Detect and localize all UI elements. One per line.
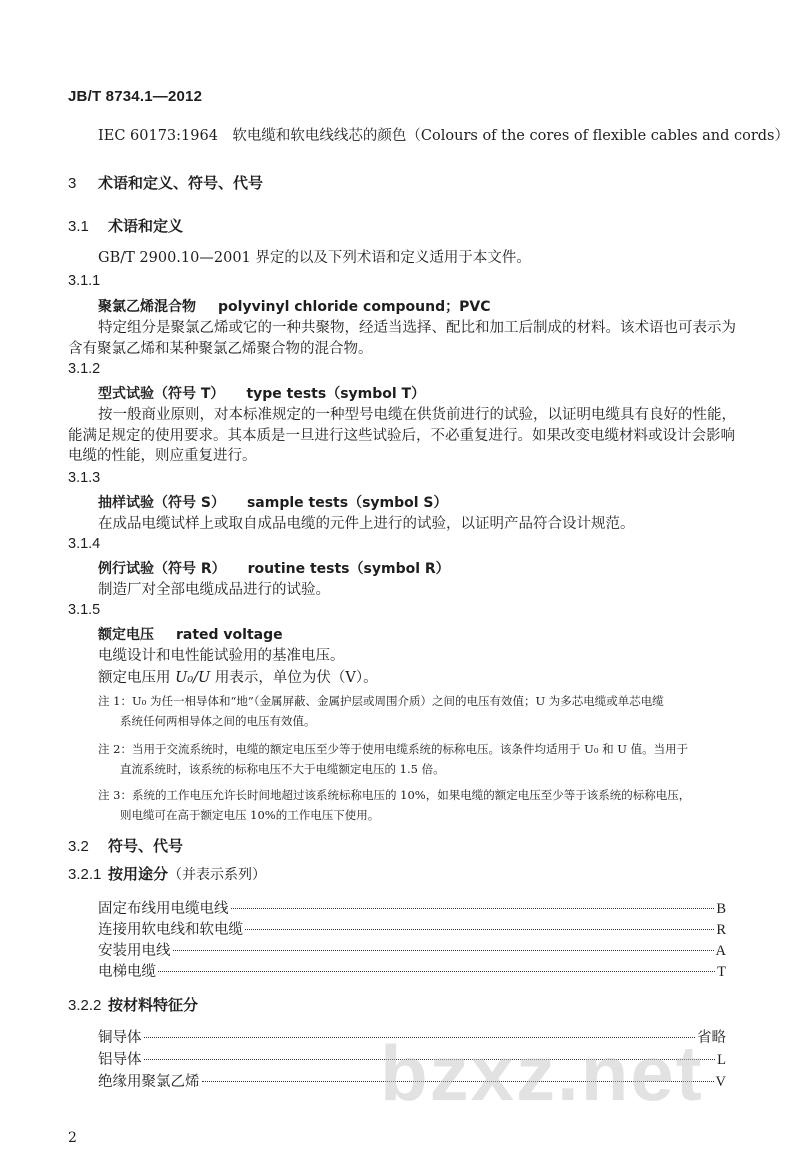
section-3-2-heading: [68, 835, 183, 856]
code: 省略: [697, 1030, 726, 1046]
term-zh: 聚氯乙烯混合物: [98, 299, 196, 315]
page-number: 2: [68, 1130, 77, 1146]
clause-number: 3.1.4: [68, 536, 101, 552]
list-item: 铝导体 L: [98, 1052, 726, 1068]
term-title: [98, 383, 425, 403]
section-3-heading: [68, 172, 263, 193]
term-definition: 按一般商业原则，对本标准规定的一种型号电缆在供货前进行的试验，以证明电缆具有良好的性能，能满足规定的使用要求。其本质是一旦进行这些试验后，不必重复进行。如果改变电缆材料或设计会影响电缆的性能，则应重复进行。: [68, 407, 736, 464]
list-item: 绝缘用聚氯乙烯 V: [98, 1074, 726, 1090]
note-text: 当用于交流系统时，电缆的额定电压至少等于使用电缆系统的标称电压。该条件均适用于 U₀ 和 U 值。当用于: [131, 742, 689, 756]
dot-leader: [245, 929, 714, 930]
section-3-2-1-heading: [68, 863, 266, 884]
code: T: [717, 964, 726, 980]
note-text: 直流系统时，该系统的标称电压不大于电缆额定电压的 1.5 倍。: [120, 762, 445, 776]
normative-reference: IEC 60173:1964 软电缆和软电线线芯的颜色（Colours of the cores of flexible cables and cords）: [98, 128, 789, 144]
watermark: bzxz.net: [380, 1029, 704, 1117]
list-item: 固定布线用电缆电线 B: [98, 901, 726, 917]
section-3-2-2-heading: [68, 994, 198, 1015]
term-zh: 型式试验（符号 T）: [98, 386, 225, 402]
term-zh: 例行试验（符号 R）: [98, 561, 226, 577]
section-number: 3: [68, 175, 77, 192]
standard-code: JB/T 8734.1—2012: [68, 88, 203, 105]
term-en: rated voltage: [176, 627, 283, 643]
list-item: 铜导体 省略: [98, 1026, 726, 1047]
section-3-1-heading: [68, 215, 183, 236]
code: V: [715, 1074, 726, 1090]
clause-number: 3.1.3: [68, 470, 101, 486]
term-title: [98, 558, 450, 578]
list-item: 电梯电缆 T: [98, 964, 726, 980]
term-en: polyvinyl chloride compound；PVC: [218, 299, 491, 315]
term-definition-unit: 额定电压用 U₀/U 用表示，单位为伏（V）。: [98, 670, 378, 686]
list-item: 连接用软电线和软电缆 R: [98, 922, 726, 938]
term-zh: 额定电压: [98, 627, 154, 643]
section-title: 按用途分: [108, 866, 169, 883]
clause-number: 3.1.5: [68, 602, 101, 618]
list-item: 安装用电线 A: [98, 943, 726, 959]
section-number: 3.2.1: [68, 866, 102, 883]
note-text: U₀ 为任一相导体和“地”（金属屏蔽、金属护层或周围介质）之间的电压有效值；U 为多芯电缆或单芯电缆: [131, 694, 664, 708]
term-definition: 电缆设计和电性能试验用的基准电压。: [98, 648, 345, 664]
note-1: 注 1：U₀ 为任一相导体和“地”（金属屏蔽、金属护层或周围介质）之间的电压有效值；U 为多芯电缆或单芯电缆 系统任何两相导体之间的电压有效值。: [98, 691, 738, 731]
clause-number: 3.1.1: [68, 273, 101, 289]
dot-leader: [231, 908, 715, 909]
dot-leader: [173, 950, 714, 951]
term-title: [98, 296, 491, 316]
section-number: 3.2.2: [68, 997, 102, 1014]
term-en: sample tests（symbol S）: [246, 495, 448, 511]
dot-leader: [158, 971, 715, 972]
note-text: 则电缆可在高于额定电压 10%的工作电压下使用。: [120, 808, 380, 822]
section-intro: GB/T 2900.10—2001 界定的以及下列术语和定义适用于本文件。: [98, 250, 531, 266]
term-en: routine tests（symbol R）: [247, 561, 450, 577]
term-title: [98, 492, 448, 512]
note-text: 系统任何两相导体之间的电压有效值。: [120, 714, 316, 728]
code: L: [717, 1052, 726, 1068]
term-definition: 制造厂对全部电缆成品进行的试验。: [98, 582, 330, 598]
term-definition: 在成品电缆试样上或取自成品电缆的元件上进行的试验，以证明产品符合设计规范。: [98, 516, 635, 532]
term-zh: 抽样试验（符号 S）: [98, 495, 225, 511]
section-suffix: （并表示系列）: [168, 867, 267, 883]
section-number: 3.1: [68, 218, 89, 235]
voltage-symbol: U₀/U: [175, 670, 211, 686]
section-title: 术语和定义、符号、代号: [98, 175, 264, 192]
section-number: 3.2: [68, 838, 89, 855]
clause-number: 3.1.2: [68, 361, 101, 377]
code: B: [716, 901, 726, 917]
note-2: 注 2：当用于交流系统时，电缆的额定电压至少等于使用电缆系统的标称电压。该条件均适用于 U₀ 和 U 值。当用于 直流系统时，该系统的标称电压不大于电缆额定电压的 1.5 倍。: [98, 739, 738, 779]
code: A: [715, 943, 726, 959]
term-definition: 特定组分是聚氯乙烯或它的一种共聚物，经适当选择、配比和加工后制成的材料。该术语也可表示为含有聚氯乙烯和某种聚氯乙烯聚合物的混合物。: [68, 320, 736, 357]
note-3: 注 3：系统的工作电压允许长时间地超过该系统标称电压的 10%，如果电缆的额定电压至少等于该系统的标称电压， 则电缆可在高于额定电压 10%的工作电压下使用。: [98, 785, 738, 825]
term-title: [98, 624, 283, 644]
code: R: [716, 922, 726, 938]
section-title: 按材料特征分: [108, 997, 199, 1014]
note-text: 系统的工作电压允许长时间地超过该系统标称电压的 10%，如果电缆的额定电压至少等于该系统的标称电压，: [131, 788, 691, 802]
section-title: 符号、代号: [108, 838, 184, 855]
term-en: type tests（symbol T）: [246, 386, 426, 402]
section-title: 术语和定义: [108, 218, 184, 235]
